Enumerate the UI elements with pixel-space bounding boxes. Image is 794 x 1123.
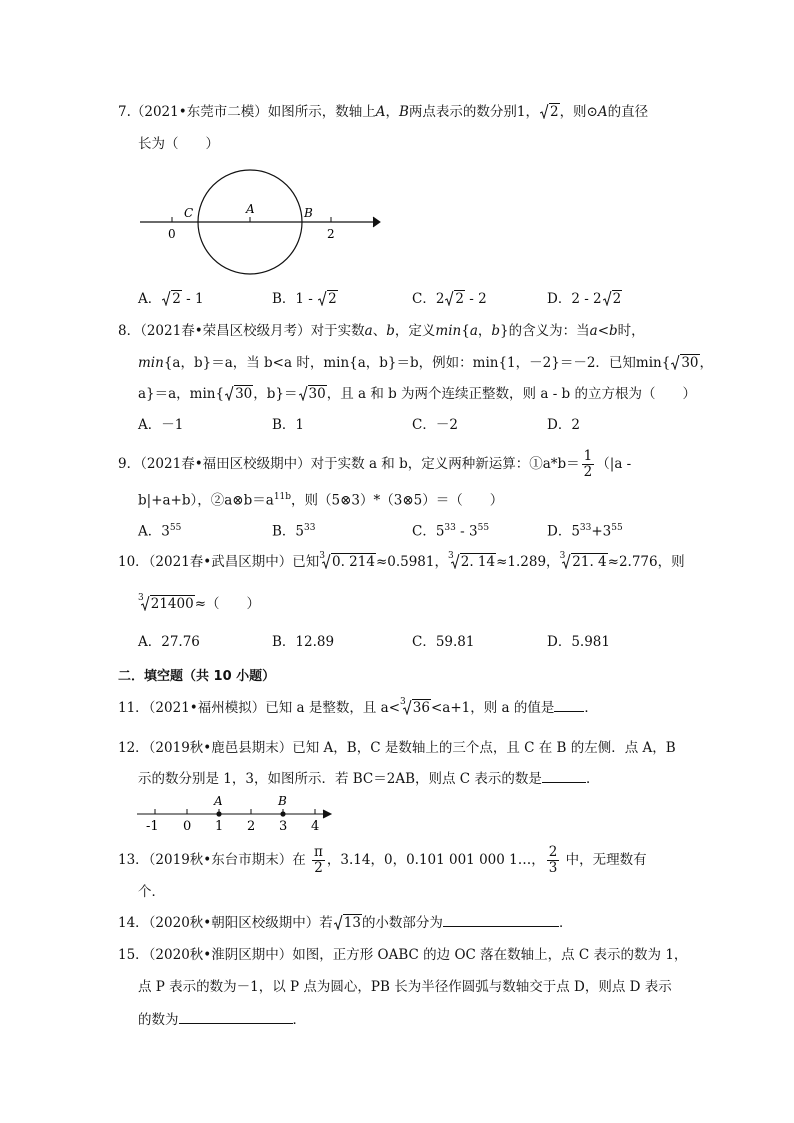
q10-option-b: B．12.89 bbox=[272, 634, 335, 650]
q8-option-a: A．－1 bbox=[138, 417, 184, 433]
q8-option-c: C．－2 bbox=[412, 417, 458, 433]
q15-line1: 15．（2020秋•淮阴区期中）如图，正方形 OABC 的边 OC 落在数轴上，点 C 表示的数为 1， bbox=[118, 947, 688, 963]
q7-option-b: B．1 - 2 bbox=[272, 291, 337, 307]
q13-line2: 个． bbox=[138, 884, 165, 900]
q15-line3: 的数为 ． bbox=[138, 1012, 306, 1028]
q7-option-d: D．2 - 2 2 bbox=[547, 291, 622, 307]
answer-blank[interactable] bbox=[179, 1011, 293, 1024]
fraction-pi-over-2: $\frac{\pi}{2}$ bbox=[314, 844, 323, 876]
q8-line2: min{a，b}＝a，当 b<a 时，min{a，b}＝b，例如：min{1，－2}＝－2．已知min{ 30， bbox=[138, 355, 714, 371]
q8-option-d: D．2 bbox=[547, 417, 580, 433]
q8-option-b: B．1 bbox=[272, 417, 305, 433]
tick-label: 0 bbox=[183, 819, 192, 834]
label-C: C bbox=[184, 206, 194, 220]
fraction-one-half: $\frac{1}{2}$ bbox=[583, 448, 593, 480]
q7-option-a: A． 2 - 1 bbox=[138, 291, 204, 307]
q9-line1: 9．（2021春•福田区校级期中）对于实数 a 和 b，定义两种新运算：①a*b＝ $\frac{1}{2}$ （|a - bbox=[118, 448, 632, 480]
q10-line2: $^3$ 21400≈（ ） bbox=[138, 593, 260, 612]
q10-option-d: D．5.981 bbox=[547, 634, 610, 650]
section-heading-fill-in: 二．填空题（共 10 小题） bbox=[118, 669, 276, 684]
q7-stem-line1: 7.（2021•东莞市二模）如图所示，数轴上A，B两点表示的数分别1， 2，则⊙A的直径 bbox=[118, 104, 649, 120]
label-0: 0 bbox=[168, 227, 176, 241]
tick-label: -1 bbox=[146, 819, 159, 834]
q9-option-c: C．$5^{33} - 3^{55}$ bbox=[412, 523, 490, 540]
label-2: 2 bbox=[327, 227, 335, 241]
q15-line2: 点 P 表示的数为－1，以 P 点为圆心，PB 长为半径作圆弧与数轴交于点 D，则点 D 表示 bbox=[138, 979, 672, 995]
q12-number-line bbox=[135, 790, 335, 835]
q7-stem-line2: 长为（ ） bbox=[138, 136, 219, 152]
label-B: B bbox=[304, 206, 313, 220]
q9-option-d: D．$5^{33}+3^{55}$ bbox=[547, 523, 623, 540]
answer-blank[interactable] bbox=[443, 914, 559, 927]
q8-line3: a}＝a，min{ 30，b}＝ 30，且 a 和 b 为两个连续正整数，则 a - b 的立方根为（ ） bbox=[138, 386, 696, 402]
q9-line2: b|+a+b），$②a\otimes b=a^{11b}$，则（5⊗3）*（3⊗5）＝（ ） bbox=[138, 492, 504, 509]
q13-line1: 13．（2019秋•东台市期末）在 $\frac{\pi}{2}$ ，3.14，0，0.101 001 000 1…， $\frac{2}{3}$ 中，无理数有 bbox=[118, 844, 647, 876]
point-A-label: A bbox=[214, 794, 223, 808]
q11-line1: 11．（2021•福州模拟）已知 a 是整数，且 a<$^3$ 36<a+1，则 a 的值是 ． bbox=[118, 697, 598, 716]
q12-line2: 示的数分别是 1，3，如图所示．若 BC＝2AB，则点 C 表示的数是 ． bbox=[138, 771, 600, 787]
q9-option-a: A．$3^{55}$ bbox=[138, 523, 182, 540]
q10-line1: 10．（2021春•武昌区期中）已知$^3$ 0. 214≈0.5981，$^3$ 2. 14≈1.289，$^3$ 21. 4≈2.776，则 bbox=[118, 551, 685, 570]
tick-label: 3 bbox=[279, 819, 288, 834]
answer-blank[interactable] bbox=[554, 699, 584, 712]
q8-line1: 8．（2021春•荣昌区校级月考）对于实数a、b，定义min{a，b}的含义为：当a<b时， bbox=[118, 323, 645, 339]
sqrt-2: 2 bbox=[540, 103, 560, 121]
point-B-label: B bbox=[278, 794, 287, 808]
q7-option-c: C．2 2 - 2 bbox=[412, 291, 487, 307]
q14-line1: 14．（2020秋•朝阳区校级期中）若 13的小数部分为 ． bbox=[118, 915, 573, 931]
q7-figure bbox=[135, 165, 385, 280]
fraction-two-thirds: $\frac{2}{3}$ bbox=[548, 844, 558, 876]
q12-line1: 12．（2019秋•鹿邑县期末）已知 A，B，C 是数轴上的三个点，且 C 在 B 的左侧．点 A，B bbox=[118, 740, 676, 756]
tick-label: 1 bbox=[215, 819, 224, 834]
answer-blank[interactable] bbox=[542, 770, 586, 783]
tick-label: 4 bbox=[311, 819, 320, 834]
q9-option-b: B．$5^{33}$ bbox=[272, 523, 316, 540]
label-A: A bbox=[246, 202, 255, 216]
q10-option-c: C．59.81 bbox=[412, 634, 475, 650]
q10-option-a: A．27.76 bbox=[138, 634, 200, 650]
tick-label: 2 bbox=[247, 819, 256, 834]
